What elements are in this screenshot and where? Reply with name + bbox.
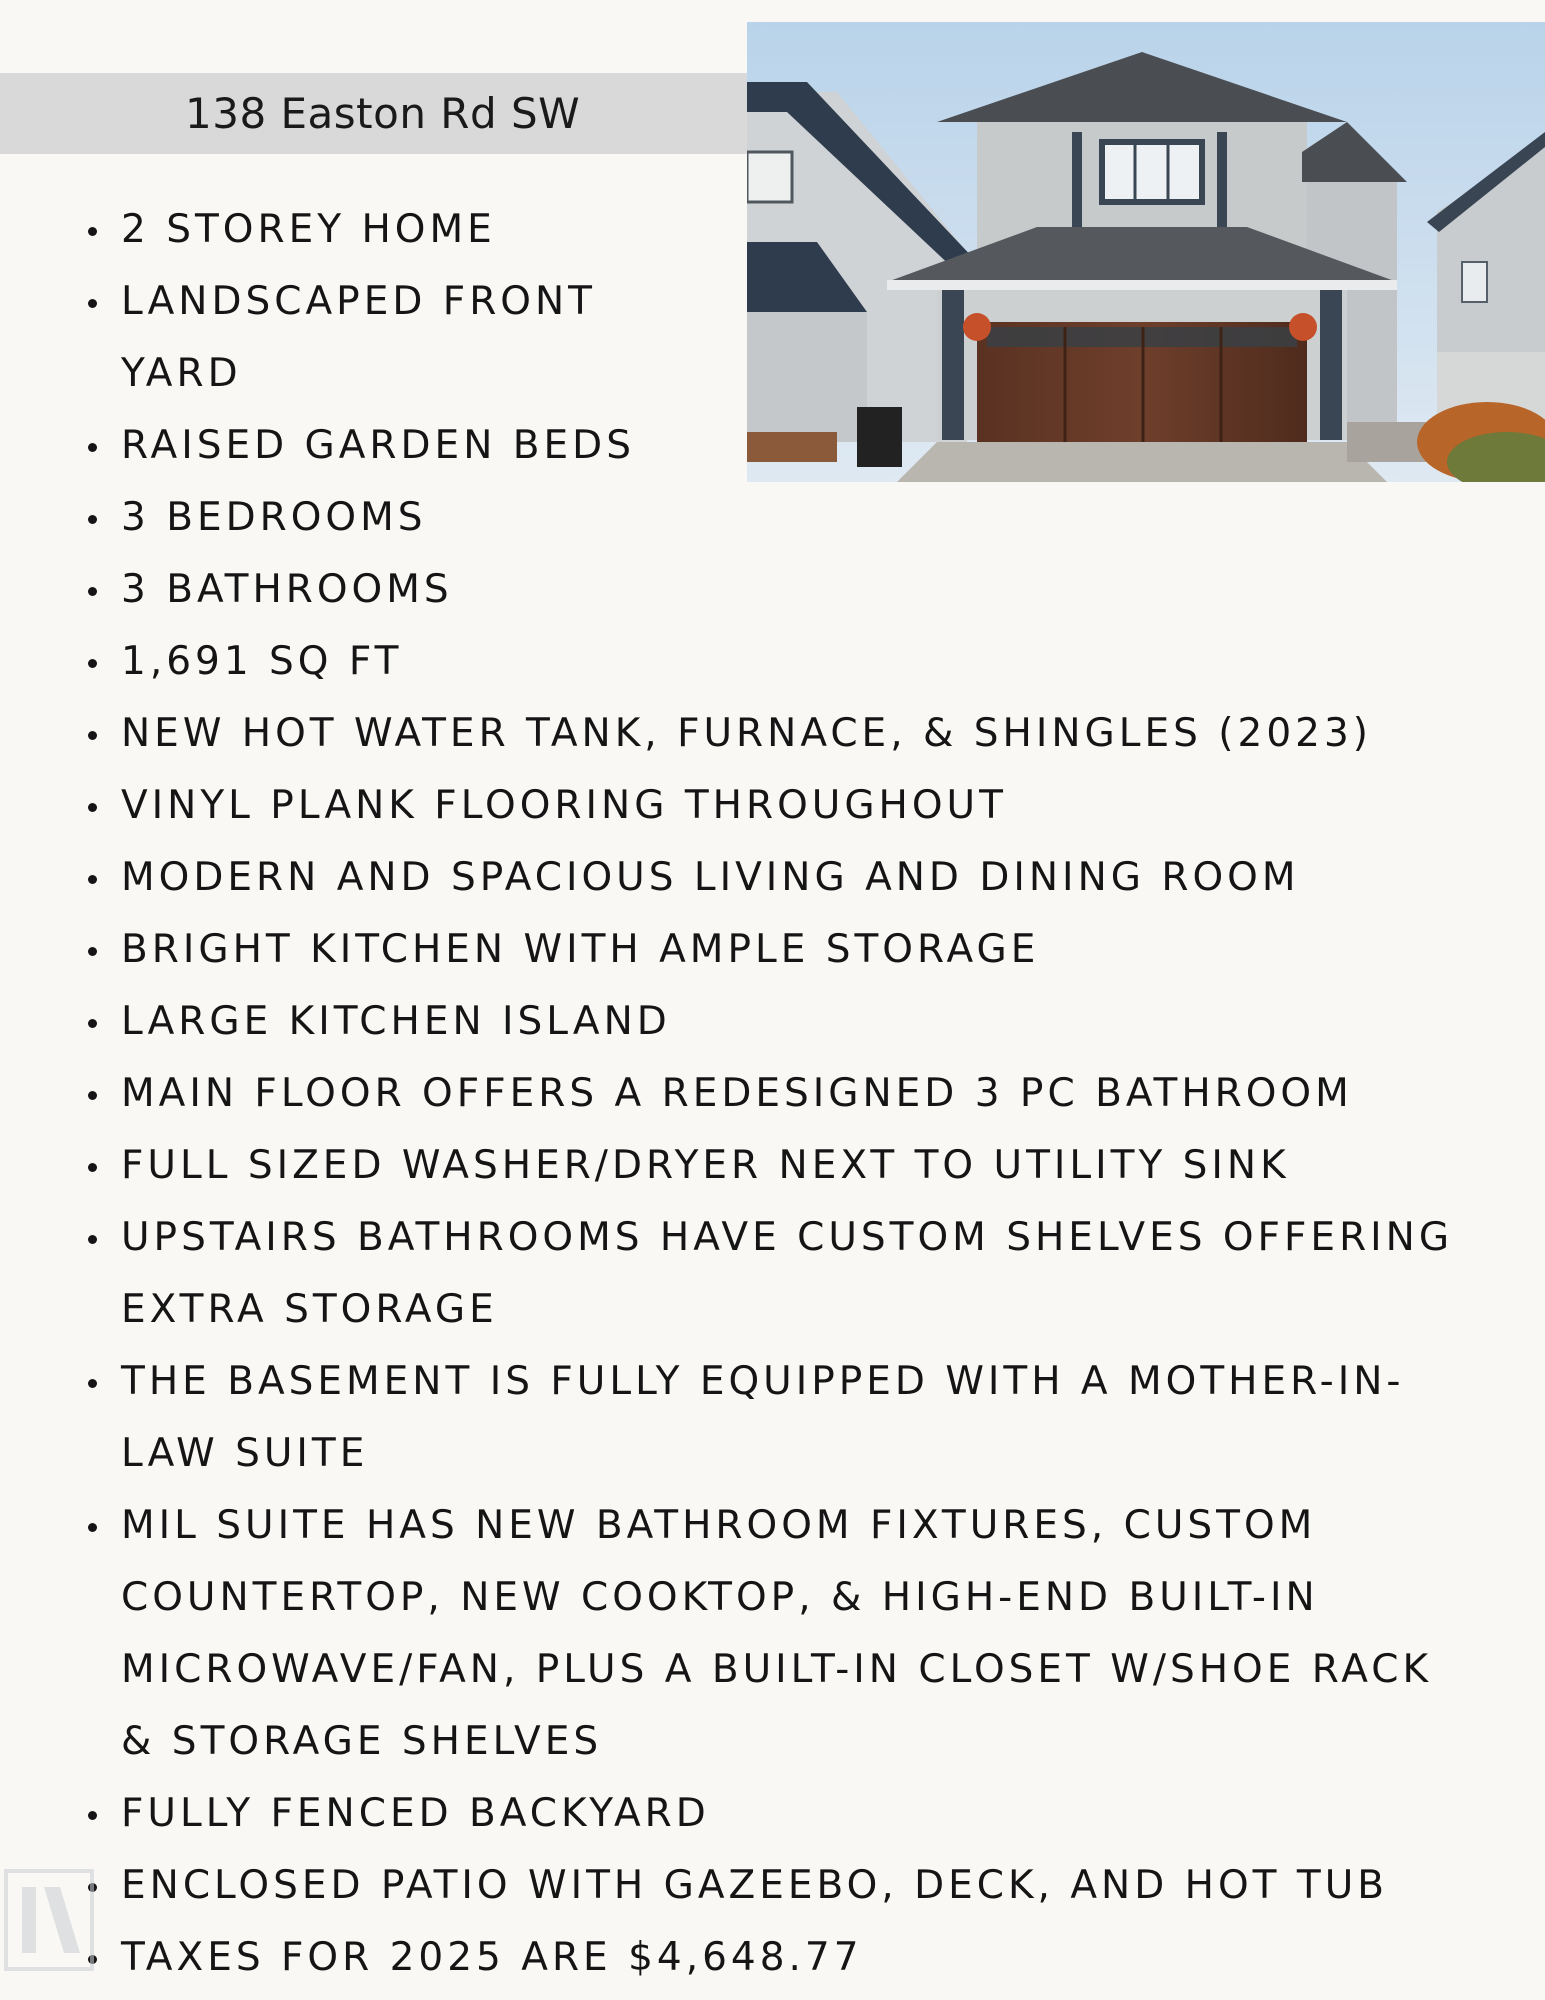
list-item: UPSTAIRS BATHROOMS HAVE CUSTOM SHELVES OFFERING EXTRA STORAGE (0, 1202, 1481, 1346)
list-item: NEW HOT WATER TANK, FURNACE, & SHINGLES (2023) (0, 698, 1481, 770)
listing-address: 138 Easton Rd SW (185, 89, 581, 138)
brand-watermark-icon (0, 1865, 98, 1975)
list-item: TAXES FOR 2025 ARE $4,648.77 (0, 1922, 1481, 1994)
list-item: VINYL PLANK FLOORING THROUGHOUT (0, 770, 1481, 842)
list-item: FULLY FENCED BACKYARD (0, 1778, 1481, 1850)
list-item: MIL SUITE HAS NEW BATHROOM FIXTURES, CUSTOM COUNTERTOP, NEW COOKTOP, & HIGH-END BUILT-IN MICROWAVE/FAN, PLUS A BUILT-IN CLOSET W/SHOE RACK & STORAGE SHELVES (0, 1490, 1481, 1778)
list-item: 1,691 SQ FT (0, 626, 1481, 698)
list-item: 3 BATHROOMS (0, 554, 1481, 626)
list-item: THE BASEMENT IS FULLY EQUIPPED WITH A MOTHER-IN-LAW SUITE (0, 1346, 1481, 1490)
list-item: 3 BEDROOMS (0, 482, 1481, 554)
list-item: 2 STOREY HOME (0, 194, 681, 266)
list-item: ENCLOSED PATIO WITH GAZEEBO, DECK, AND HOT TUB (0, 1850, 1481, 1922)
list-item: MODERN AND SPACIOUS LIVING AND DINING ROOM (0, 842, 1481, 914)
list-item: LANDSCAPED FRONT YARD (0, 266, 681, 410)
list-item: RAISED GARDEN BEDS (0, 410, 681, 482)
list-item: MAIN FLOOR OFFERS A REDESIGNED 3 PC BATHROOM (0, 1058, 1481, 1130)
features-list (0, 194, 1545, 1994)
list-item: LARGE KITCHEN ISLAND (0, 986, 1481, 1058)
list-item: BRIGHT KITCHEN WITH AMPLE STORAGE (0, 914, 1481, 986)
list-item: FULL SIZED WASHER/DRYER NEXT TO UTILITY SINK (0, 1130, 1481, 1202)
